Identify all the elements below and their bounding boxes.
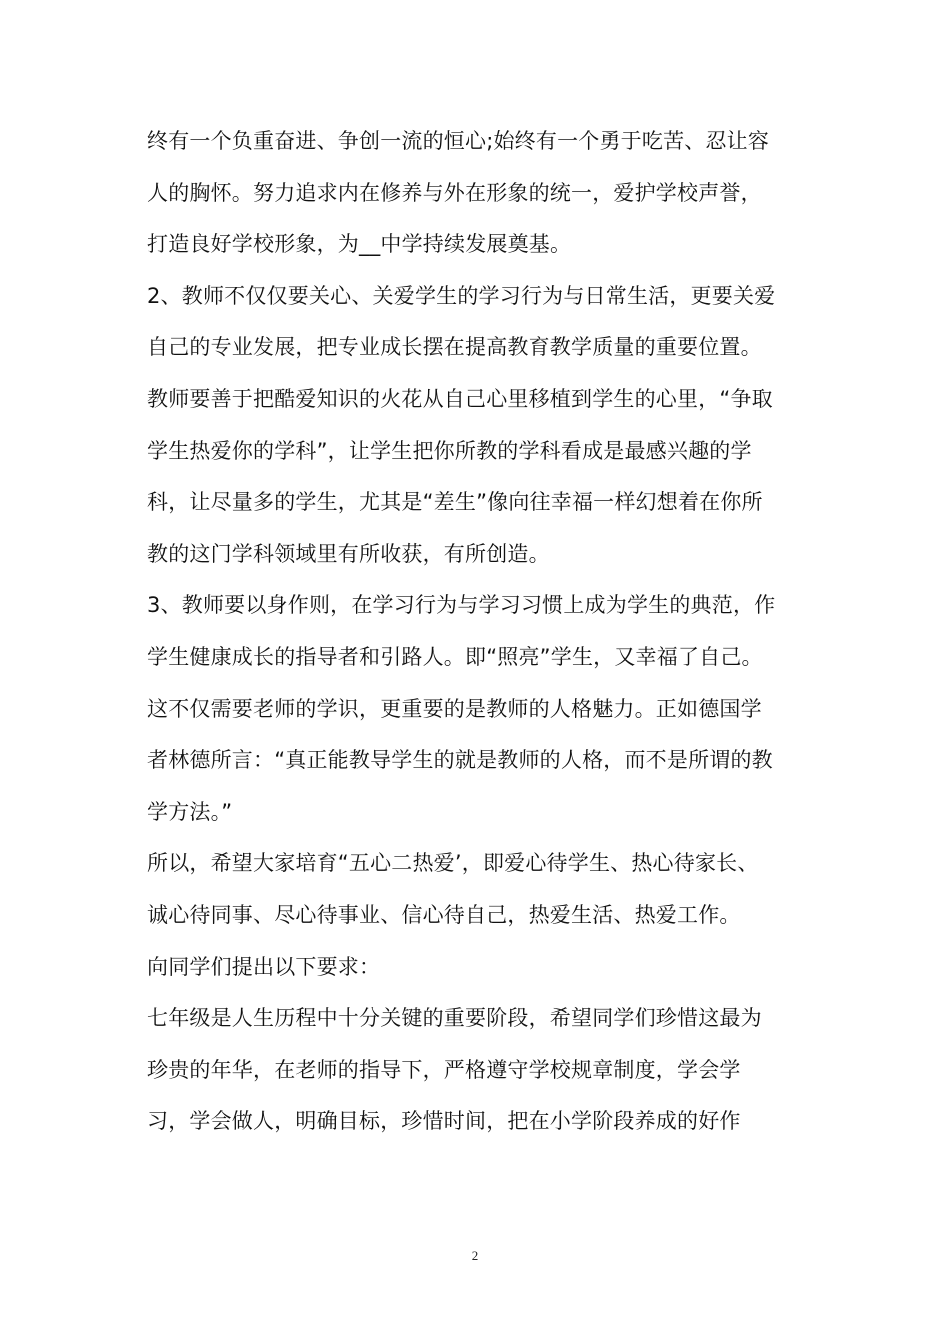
text-line: 珍贵的年华，在老师的指导下，严格遵守学校规章制度，学会学 [147,1057,741,1082]
text-line: 人的胸怀。努力追求内在修养与外在形象的统一，爱护学校声誉， [147,180,762,205]
body-text [147,116,827,1148]
text-line: 向同学们提出以下要求： [147,954,381,979]
text-line: 学方法。” [147,799,233,824]
text-line: 这不仅需要老师的学识，更重要的是教师的人格魅力。正如德国学 [147,696,762,721]
text-line: 学生热爱你的学科”，让学生把你所教的学科看成是最感兴趣的学 [147,438,752,463]
text-line: 者林德所言：“真正能教导学生的就是教师的人格，而不是所谓的教 [147,748,773,773]
text-line: 终有一个负重奋进、争创一流的恒心;始终有一个勇于吃苦、忍让容 [147,129,770,153]
text-line: 自己的专业发展，把专业成长摆在提高教育教学质量的重要位置。 [147,335,762,360]
text-line: 科，让尽量多的学生，尤其是“差生”像向往幸福一样幻想着在你所 [147,490,763,515]
text-line: 打造良好学校形象，为__中学持续发展奠基。 [147,232,572,257]
text-line: 诚心待同事、尽心待事业、信心待自己，热爱生活、热爱工作。 [147,902,741,927]
text-line: 教的这门学科领域里有所收获，有所创造。 [147,541,550,566]
text-line: 所以，希望大家培育“五心二热爱’，即爱心待学生、热心待家长、 [147,851,759,876]
text-line: 教师要善于把酷爱知识的火花从自己心里移植到学生的心里，“争取 [147,386,773,411]
text-line: 2、教师不仅仅要关心、关爱学生的学习行为与日常生活，更要关爱 [147,283,776,308]
page-number: 2 [471,1248,479,1263]
text-line: 七年级是人生历程中十分关键的重要阶段，希望同学们珍惜这最为 [147,1006,762,1031]
text-line: 3、教师要以身作则，在学习行为与学习习惯上成为学生的典范，作 [147,593,776,618]
text-line: 习，学会做人，明确目标，珍惜时间，把在小学阶段养成的好作 [147,1109,741,1134]
text-line: 学生健康成长的指导者和引路人。即“照亮”学生，又幸福了自己。 [147,644,763,669]
